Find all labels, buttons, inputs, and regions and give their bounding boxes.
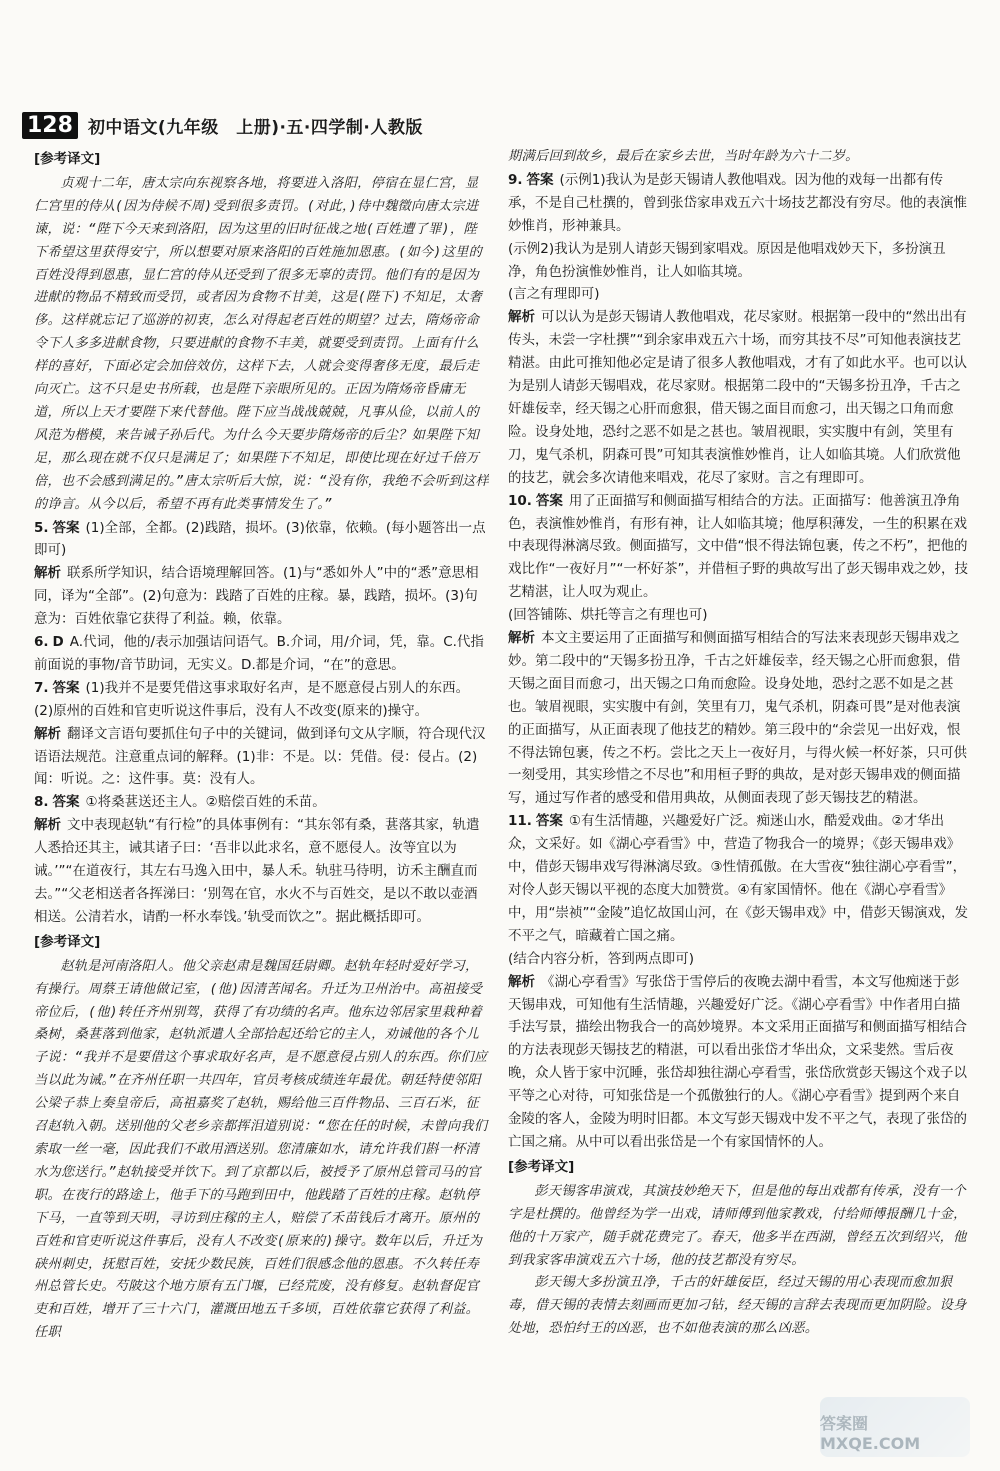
question-10-analysis: 解析 本文主要运用了正面描写和侧面描写相结合的写法来表现彭天锡串戏之妙。第二段中的“天锡多扮丑净，千古之奸雄佞幸，经天锡之心肝而愈狠，借天锡之面目而愈刁，出天锡之口角而愈险。设身处地，恐纣之恶不如是之甚也。皱眉视眼，实实腹中有剑，笑里有刀，鬼气杀机，阴森可畏”是对他表演的正面描写，从正面表现了他技艺的精妙。第三段中的“余尝见一出好戏，恨不得法锦包裹，传之不朽。尝比之天上一夜好月，与得火候一杯好茶，只可供一刻受用，其实珍惜之不尽也”和用桓子野的典故，是对彭天锡串戏的侧面描写，通过写作者的感受和借用典故，从侧面表现了彭天锡技艺的精湛。 xyxy=(508,630,967,807)
page-number: 128 xyxy=(22,112,78,139)
question-5: 5. 答案 (1)全部，全都。(2)践踏，损坏。(3)依靠，依赖。(每小题答出一点即可) xyxy=(34,519,486,559)
question-7: 7. 答案 (1)我并不是要凭借这事求取好名声，是不愿意侵占别人的东西。 xyxy=(34,679,470,696)
book-title: 初中语文(九年级 上册)·五·四学制·人教版 xyxy=(87,117,423,138)
question-10: 10. 答案 用了正面描写和侧面描写相结合的方法。正面描写：他善演丑净角色，表演惟妙惟肖，有形有神，让人如临其境；他厚积薄发，一生的积累在戏中表现得淋漓尽致。侧面描写，文中借“恨不得法锦包裹，传之不朽”，把他的戏比作“一夜好月”“一杯好茶”，并借桓子野的典故写出了彭天锡串戏之妙，技艺精湛，让人叹为观止。 xyxy=(508,492,968,601)
question-9-analysis: 解析 可以认为是彭天锡请人教他唱戏，花尽家财。根据第一段中的“然出出有传头，未尝一字杜撰”“到余家串戏五六十场，而穷其技不尽”可知他表演技艺精湛。由此可推知他必定是请了很多人教他唱戏，才有了如此水平。也可以认为是别人请彭天锡唱戏，花尽家财。根据第二段中的“天锡多扮丑净，千古之奸雄佞幸，经天锡之心肝而愈狠，借天锡之面目而愈刁，出天锡之口角而愈险。设身处地，恐纣之恶不如是之甚也。皱眉视眼，实实腹中有剑，笑里有刀，鬼气杀机，阴森可畏”可知其表演惟妙惟肖，让人如临其境。人们欣赏他的技艺，就会多次请他来唱戏，花尽了家财。言之有理即可。 xyxy=(508,309,967,486)
page-header xyxy=(22,108,423,142)
translation-paragraph: 贞观十二年，唐太宗向东视察各地，将要进入洛阳，停宿在显仁宫，显仁宫里的侍从(因为侍候不周)受到很多责罚。(对此，)侍中魏徵向唐太宗进谏，说：“陛下今天来到洛阳，因为这里的旧时征战之地(百姓遭了罪)，陛下希望这里获得安宁，所以想要对原来洛阳的百姓施加恩惠。(如今)这里的百姓没得到恩惠，显仁宫的侍从还受到了很多无辜的责罚。他们有的是因为进献的物品不精致而受罚，或者因为食物不甘美，这是(陛下)不知足，太奢侈。这样就忘记了巡游的初衷，怎么对得起老百姓的期望？过去，隋炀帝命令下人多多进献食物，只要进献的食物不丰美，就要受到责罚。上面有什么样的喜好，下面必定会加倍效仿，这样下去，人就会变得奢侈无度，最后走向灭亡。这不只是史书所载，也是陛下亲眼所见的。正因为隋炀帝昏庸无道，所以上天才要陛下来代替他。陛下应当战战兢兢，凡事从俭，以前人的风范为楷模，来告诫子孙后代。为什么今天要步隋炀帝的后尘？如果陛下知足，那么现在就不仅只是满足了；如果陛下不知足，即使比现在好过千倍万倍，也不会感到满足的。”唐太宗听后大惊，说：“没有你，我绝不会听到这样的诤言。从今以后，希望不再有此类事情发生了。” xyxy=(34,175,489,512)
question-11: 11. 答案 ①有生活情趣，兴趣爱好广泛。痴迷山水，酷爱戏曲。②才华出众，文采好。如《湖心亭看雪》中，营造了物我合一的境界；《彭天锡串戏》中，借彭天锡串戏写得淋漓尽致。③性情孤傲。在大雪夜“独往湖心亭看雪”，对伶人彭天锡以平视的态度大加赞赏。④有家国情怀。他在《湖心亭看雪》中，用“崇祯”“金陵”追忆故国山河，在《彭天锡串戏》中，借彭天锡演戏，发不平之气，暗藏着亡国之痛。 xyxy=(508,813,968,944)
translation-paragraph: 赵轨是河南洛阳人。他父亲赵肃是魏国廷尉卿。赵轨年轻时爱好学习，有操行。周蔡王请他做记室，(他)因清苦闻名。升迁为卫州治中。高祖接受帝位后，(他)转任齐州别驾，获得了有功绩的名声。他东边邻居家里栽种着桑树，桑葚落到他家，赵轨派遣人全部拾起还给它的主人，劝诫他的各个儿子说：“我并不是要借这个事求取好名声，是不愿意侵占别人的东西。你们应当以此为诫。”在齐州任职一共四年，官员考核成绩连年最优。朝廷特使邻阳公梁子恭上奏皇帝后，高祖嘉奖了赵轨，赐给他三百件物品、三百石米，征召赵轨入朝。送别他的父老乡亲都挥泪道别说：“您在任的时候，未曾向我们索取一丝一毫，因此我们不敢用酒送别。您清廉如水，请允许我们斟一杯清水为您送行。”赵轨接受并饮下。到了京都以后，被授予了原州总管司马的官职。在夜行的路途上，他手下的马跑到田中，他践踏了百姓的庄稼。赵轨停下马，一直等到天明，寻访到庄稼的主人，赔偿了禾苗钱后才离开。原州的百姓和官吏听说这件事后，没有人不改变(原来的)操守。数年以后，升迁为硖州刺史，抚慰百姓，安抚少数民族，百姓们很感念他的恩惠。不久转任寿州总管长史。芍陂这个地方原有五门堰，已经荒废，没有修复。赵轨督促官吏和百姓，增开了三十六门，灌溉田地五千多顷，百姓依靠它获得了利益。任职 xyxy=(34,958,488,1341)
watermark-logo: 答案圈 MXQE.COM xyxy=(820,1397,970,1457)
question-8-analysis: 解析 文中表现赵轨“有行检”的具体事例有：“其东邻有桑，葚落其家，轨遣人悉拾还其主，诫其诸子曰：‘吾非以此求名，意不愿侵人。汝等宜以为诫。’”“在道夜行，其左右马逸入田中，暴人禾。轨驻马待明，访禾主酬直而去。”“父老相送者各挥涕曰：‘别驾在官，水火不与百姓交，是以不敢以壶酒相送。公清若水，请酌一杯水奉饯。’轨受而饮之”。据此概括即可。 xyxy=(34,817,480,925)
question-5-analysis: 解析 联系所学知识，结合语境理解回答。(1)与“悉如外人”中的“悉”意思相同，译为“全部”。(2)句意为：践踏了百姓的庄稼。暴，践踏，损坏。(3)句意为：百姓依靠它获得了利益。赖，依靠。 xyxy=(34,565,479,628)
right-column xyxy=(508,146,970,1459)
question-7-analysis: 解析 翻译文言语句要抓住句子中的关键词，做到译句文从字顺，符合现代汉语语法规范。注意重点词的解释。(1)非：不是。以：凭借。侵：侵占。(2)闻：听说。之：这件事。莫：没有人。 xyxy=(34,725,486,788)
reference-translation-tag: [参考译文] xyxy=(34,151,101,167)
question-7-part-2: (2)原州的百姓和官吏听说这件事后，没有人不改变(原来的)操守。 xyxy=(34,702,429,719)
question-9: 9. 答案 (示例1)我认为是彭天锡请人教他唱戏。因为他的戏每一出都有传承，不是自己杜撰的，曾到张岱家串戏五六十场技艺都没有穷尽。他的表演惟妙惟肖，形神兼具。 xyxy=(508,171,967,234)
reference-translation-tag: [参考译文] xyxy=(34,933,101,950)
translation-continuation: 期满后回到故乡，最后在家乡去世，当时年龄为六十二岁。 xyxy=(508,149,859,164)
question-6: 6. D A.代词，他的/表示加强诘问语气。B.介词，用/介词，凭，靠。C.代指前面说的事物/音节助词，无实义。D.都是介词，“在”的意思。 xyxy=(34,634,484,673)
question-10-note: (回答铺陈、烘托等言之有理也可) xyxy=(508,607,708,624)
question-9-example-2: (示例2)我认为是别人请彭天锡到家唱戏。原因是他唱戏妙天下，多扮演丑净，角色扮演惟妙惟肖，让人如临其境。 xyxy=(508,240,946,280)
question-11-note: (结合内容分析，答到两点即可) xyxy=(508,950,695,967)
question-11-analysis: 解析 《湖心亭看雪》写张岱于雪停后的夜晚去湖中看雪，本文写他痴迷于彭天锡串戏，可知他有生活情趣，兴趣爱好广泛。《湖心亭看雪》中作者用白描手法写景，描绘出物我合一的高妙境界。本文采用正面描写和侧面描写相结合的方法表现彭天锡技艺的精湛，可以看出张岱才华出众，文采斐然。雪后夜晚，众人皆于家中沉睡，张岱却独往湖心亭看雪，张岱欣赏彭天锡这个戏子以平等之心对待，可知张岱是一个孤傲独行的人。《湖心亭看雪》提到两个来自金陵的客人，金陵为明时旧都。本文写彭天锡戏中发不平之气，表现了张岱的亡国之痛。从中可以看出张岱是一个有家国情怀的人。 xyxy=(508,973,967,1150)
translation-paragraph: 彭天锡客串演戏，其演技妙绝天下，但是他的每出戏都有传承，没有一个字是杜撰的。他曾经为学一出戏，请师傅到他家教戏，付给师傅报酬几十金，他的十万家产，随手就花费完了。春天，他多半在西湖，曾经五次到绍兴，他到我家客串演戏五六十场，他的技艺都没有穷尽。 xyxy=(508,1183,967,1268)
question-8: 8. 答案 ①将桑葚送还主人。②赔偿百姓的禾苗。 xyxy=(34,794,326,811)
question-9-note: (言之有理即可) xyxy=(508,286,600,303)
left-column xyxy=(34,146,489,1459)
translation-paragraph: 彭天锡大多扮演丑净，千古的奸雄佞臣，经过天锡的用心表现而愈加狠毒，借天锡的表情去刻画而更加刁钻，经天锡的言辞去表现而更加阴险。设身处地，恐怕纣王的凶恶，也不如他表演的那么凶恶。 xyxy=(508,1275,967,1337)
reference-translation-tag: [参考译文] xyxy=(508,1158,575,1175)
